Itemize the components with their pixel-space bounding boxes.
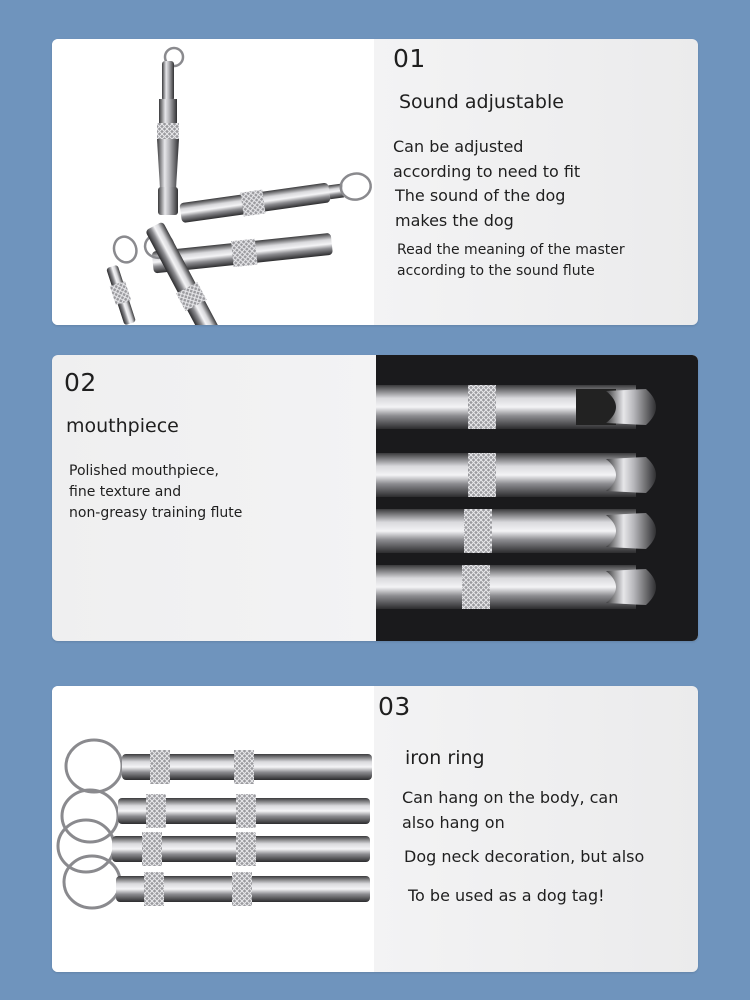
feature-card-mouthpiece (52, 355, 698, 641)
section-text-3: Read the meaning of the master according to the sound flute (397, 242, 625, 279)
section-text-2: The sound of the dog makes the dog (395, 186, 566, 230)
section-number: 01 (393, 44, 426, 73)
section-number: 03 (378, 692, 411, 721)
feature-card-iron-ring (52, 686, 698, 972)
section-text-3: To be used as a dog tag! (408, 886, 605, 905)
section-text-1: Can hang on the body, can also hang on (402, 788, 619, 832)
whistle-photo-mouthpieces (376, 355, 698, 641)
section-text-1: Polished mouthpiece, fine texture and non-greasy training flute (69, 463, 243, 521)
section-text-1: Can be adjusted according to need to fit (393, 137, 581, 181)
section-text-2: Dog neck decoration, but also (404, 847, 645, 866)
whistle-photo-assortment (52, 39, 374, 325)
section-title: mouthpiece (66, 415, 179, 437)
section-title: Sound adjustable (399, 91, 564, 113)
whistle-photo-rings (52, 686, 374, 972)
section-number: 02 (64, 368, 97, 397)
feature-card-sound (52, 39, 698, 325)
section-title: iron ring (405, 747, 485, 769)
